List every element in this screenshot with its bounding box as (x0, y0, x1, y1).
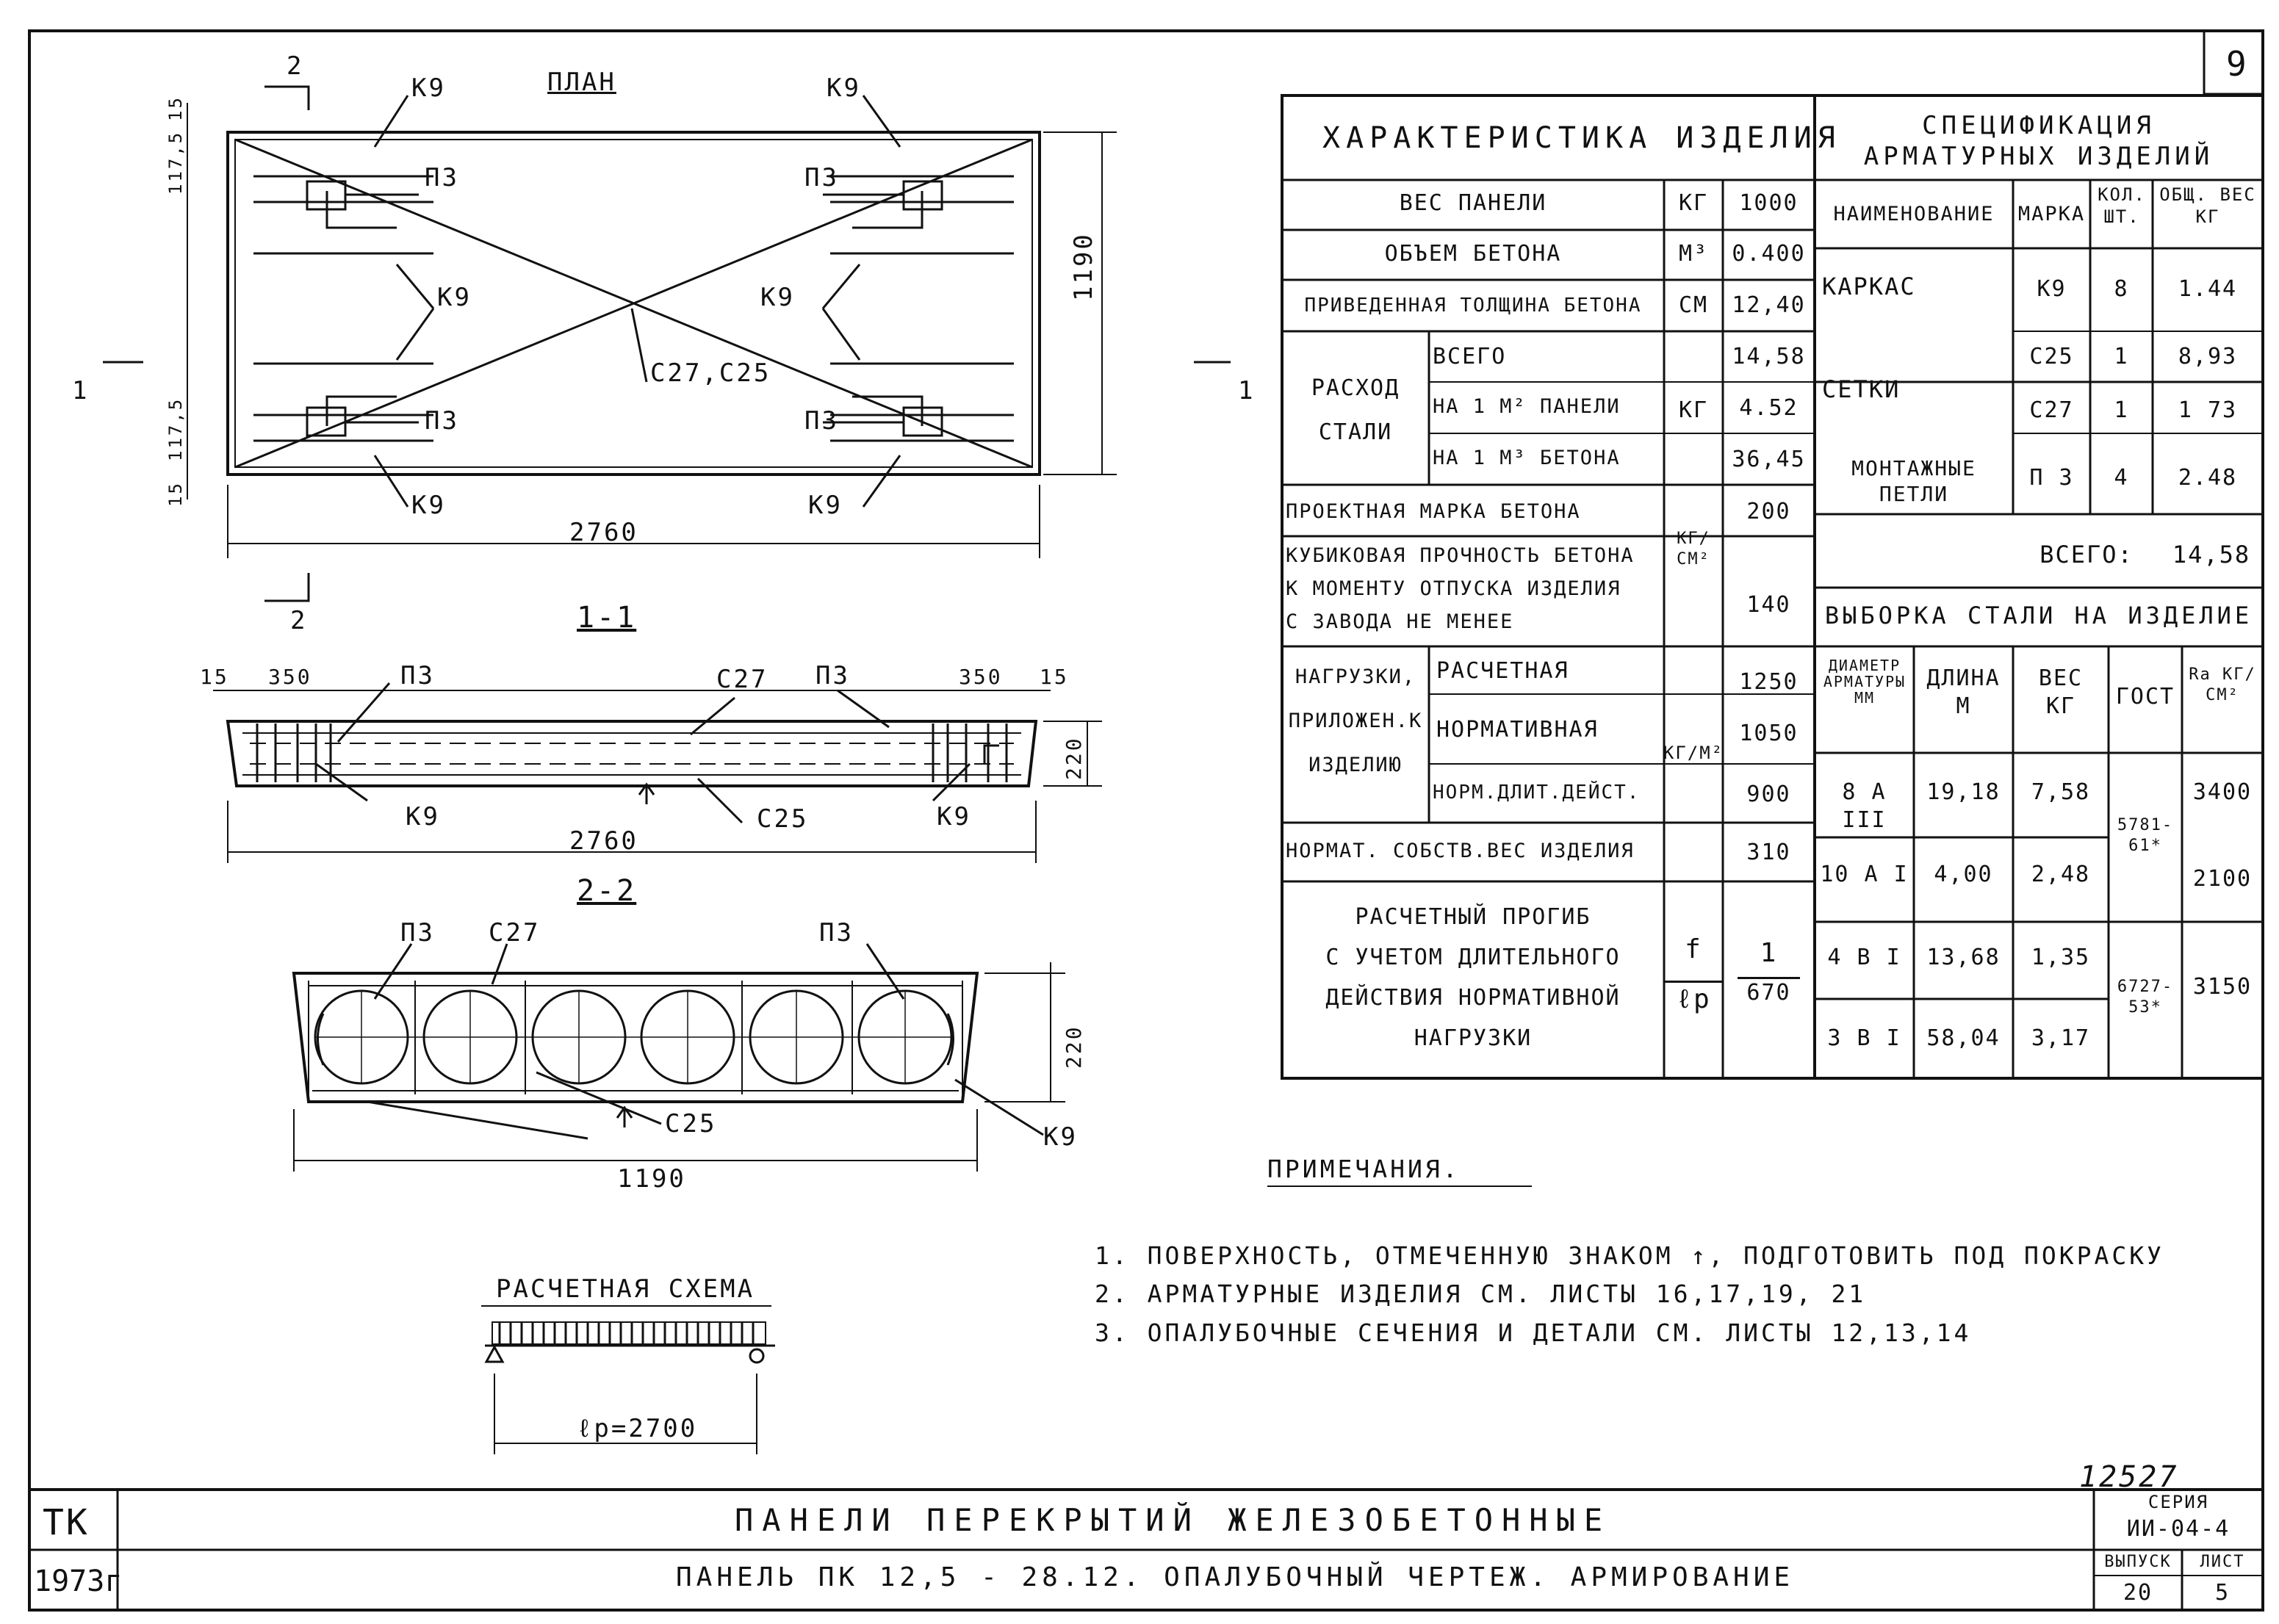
dim-plan-edge-top: 15 (165, 95, 186, 121)
sel-r1-weight: 7,58 (2031, 779, 2091, 805)
label-k9-bottom-right: К9 (808, 491, 843, 520)
grade-name: ПРОЕКТНАЯ МАРКА БЕТОНА (1286, 500, 1581, 523)
spec-total-value: 14,58 (2172, 541, 2251, 569)
spec-r4-mark: П 3 (2029, 465, 2074, 491)
sel-r3-ra: 3150 (2192, 974, 2253, 1000)
label-c27-c25: С27,С25 (650, 358, 771, 388)
s22-dim-height: 220 (1062, 1025, 1086, 1069)
org-code: ТК (43, 1502, 90, 1543)
spec-h-name: НАИМЕНОВАНИЕ (1833, 203, 1995, 225)
spec-r1-weight: 1.44 (2178, 276, 2238, 302)
loads-name-3: ИЗДЕЛИЮ (1308, 754, 1403, 776)
spec-r4-qty: 4 (2114, 465, 2129, 491)
dim-plan-edge-bottom: 15 (165, 481, 186, 507)
steel-per-m3-value: 36,45 (1732, 447, 1806, 472)
sel-r4-diameter: 3 В I (1827, 1025, 1901, 1051)
spec-r1-name: КАРКАС (1822, 273, 1916, 300)
sheet-number: 9 (2226, 44, 2249, 84)
sheet-value: 5 (2214, 1580, 2231, 1606)
section-2-2-title: 2-2 (577, 874, 637, 908)
dim-plan-117-bottom: 117,5 (165, 397, 186, 461)
sel-r3-diameter: 4 В I (1827, 945, 1901, 970)
s11-label-p3-left: П3 (400, 661, 435, 690)
year: 1973г (34, 1565, 123, 1598)
char-row-weight-name: ВЕС ПАНЕЛИ (1399, 190, 1547, 216)
sel-h-gost: ГОСТ (2115, 684, 2175, 710)
sel-r4-length: 58,04 (1926, 1025, 2001, 1051)
label-k9-top-right: К9 (827, 73, 861, 103)
char-row-thickness-unit: СМ (1678, 292, 1709, 318)
spec-title-2: АРМАТУРНЫХ ИЗДЕЛИЙ (1863, 142, 2214, 171)
dim-plan-117-top: 117,5 (165, 130, 186, 195)
char-row-volume-name: ОБЪЕМ БЕТОНА (1384, 241, 1562, 267)
section-1-1-title: 1-1 (577, 601, 637, 635)
load-calc-name: РАСЧЕТНАЯ (1436, 658, 1569, 684)
sel-h-ra: Ra КГ/СМ² (2189, 665, 2256, 704)
s11-label-k9-left: К9 (406, 802, 440, 831)
spec-r2-name: СЕТКИ (1822, 375, 1901, 403)
char-row-weight-value: 1000 (1739, 190, 1799, 216)
strength-line1: КУБИКОВАЯ ПРОЧНОСТЬ БЕТОНА (1286, 544, 1635, 567)
s22-label-p3-right: П3 (819, 918, 854, 948)
s11-label-k9-right: К9 (937, 802, 971, 831)
load-calc-value: 1250 (1739, 669, 1799, 695)
archive-number: 12527 (2079, 1460, 2179, 1494)
drawing-title: ПАНЕЛИ ПЕРЕКРЫТИЙ ЖЕЛЕЗОБЕТОННЫЕ (735, 1502, 1612, 1538)
s22-label-p3-left: П3 (400, 918, 435, 948)
spec-r3-mark: С27 (2029, 397, 2074, 423)
section-1-1 (213, 683, 1102, 863)
steel-total-value: 14,58 (1732, 344, 1806, 369)
label-k9-bottom-left: К9 (411, 491, 446, 520)
deflection-unit-bottom: ℓр (1664, 981, 1723, 1016)
steel-per-m2-name: НА 1 М² ПАНЕЛИ (1433, 395, 1621, 418)
spec-r4-weight: 2.48 (2178, 465, 2238, 491)
spec-r3-qty: 1 (2114, 397, 2129, 423)
spec-r4-name: МОНТАЖНЫЕ ПЕТЛИ (1851, 456, 1976, 506)
steel-name-2: СТАЛИ (1318, 419, 1393, 445)
sel-gost-2: 6727-53* (2117, 978, 2174, 1017)
s11-dim-loop-right: 350 (959, 665, 1003, 689)
steel-total-name: ВСЕГО (1433, 344, 1507, 369)
section-mark-left: 1 (72, 376, 90, 405)
sel-r2-ra: 2100 (2192, 866, 2253, 892)
note-2: 2. АРМАТУРНЫЕ ИЗДЕЛИЯ СМ. ЛИСТЫ 16,17,19, 21 (1095, 1280, 1867, 1308)
sel-r3-weight: 1,35 (2031, 945, 2091, 970)
label-p3-4: П3 (804, 406, 839, 436)
spec-title-1: СПЕЦИФИКАЦИЯ (1922, 111, 2156, 140)
deflection-value-top: 1 (1760, 938, 1778, 968)
label-k9-mid-right: К9 (760, 283, 795, 312)
sel-h-length: ДЛИНА М (1926, 665, 2001, 719)
spec-r3-weight: 1 73 (2178, 397, 2238, 423)
sel-h-weight: ВЕС КГ (2038, 665, 2084, 719)
char-row-volume-value: 0.400 (1732, 241, 1806, 267)
notes-title: ПРИМЕЧАНИЯ. (1267, 1155, 1461, 1183)
spec-r2-mark: С25 (2029, 344, 2074, 369)
strength-value: 140 (1746, 592, 1791, 618)
s11-dim-edge-right: 15 (1040, 665, 1069, 689)
char-row-thickness-value: 12,40 (1732, 292, 1806, 318)
sel-gost-1: 5781-61* (2117, 816, 2174, 855)
unit-kg-cm2: КГ/СМ² (1677, 530, 1710, 569)
label-p3-1: П3 (425, 163, 459, 192)
s11-label-c27: С27 (716, 665, 768, 694)
char-title: ХАРАКТЕРИСТИКА ИЗДЕЛИЯ (1322, 121, 1841, 155)
s22-label-c25: С25 (665, 1109, 717, 1138)
specification-table-lines (1815, 95, 2263, 1078)
sel-r4-weight: 3,17 (2031, 1025, 2091, 1051)
steel-per-m3-name: НА 1 М³ БЕТОНА (1433, 447, 1621, 469)
char-row-volume-unit: М³ (1678, 241, 1709, 267)
s11-dim-length: 2760 (569, 826, 638, 856)
steel-unit: КГ (1678, 397, 1709, 423)
loads-name-2: ПРИЛОЖЕН.К (1288, 710, 1423, 732)
series-label: СЕРИЯ (2147, 1492, 2209, 1512)
scheme-title: РАСЧЕТНАЯ СХЕМА (496, 1274, 755, 1304)
deflection-value-bottom: 670 (1738, 977, 1800, 1007)
label-k9-mid-left: К9 (437, 283, 472, 312)
loads-unit: КГ/М² (1663, 743, 1724, 763)
issue-value: 20 (2123, 1580, 2153, 1606)
load-norm-value: 1050 (1739, 721, 1799, 746)
load-norm-name: НОРМАТИВНАЯ (1436, 717, 1599, 743)
s22-label-k9: К9 (1043, 1122, 1078, 1152)
dim-plan-length: 2760 (569, 518, 638, 547)
steel-name-1: РАСХОД (1311, 375, 1400, 401)
spec-h-weight: ОБЩ. ВЕС КГ (2159, 184, 2256, 227)
plan-view (103, 87, 1231, 601)
char-row-weight-unit: КГ (1678, 190, 1709, 216)
s22-dim-width: 1190 (617, 1164, 686, 1194)
sel-r2-weight: 2,48 (2031, 862, 2091, 887)
spec-r1-mark: К9 (2037, 276, 2067, 302)
steel-per-m2-value: 4.52 (1739, 395, 1799, 421)
sel-h-diameter: ДИАМЕТР АРМАТУРЫ ММ (1823, 657, 1907, 707)
spec-h-qty: КОЛ. ШТ. (2098, 184, 2146, 227)
note-3: 3. ОПАЛУБОЧНЫЕ СЕЧЕНИЯ И ДЕТАЛИ СМ. ЛИСТЫ 12,13,14 (1095, 1318, 1972, 1347)
spec-r2-qty: 1 (2114, 344, 2129, 369)
spec-total-label: ВСЕГО: (2039, 541, 2134, 569)
own-weight-name: НОРМАТ. СОБСТВ.ВЕС ИЗДЕЛИЯ (1286, 840, 1635, 862)
deflection-line4: НАГРУЗКИ (1414, 1025, 1533, 1051)
strength-line2: К МОМЕНТУ ОТПУСКА ИЗДЕЛИЯ (1286, 577, 1621, 600)
label-p3-2: П3 (804, 163, 839, 192)
issue-label: ВЫПУСК (2104, 1553, 2172, 1571)
scheme-span: ℓр=2700 (577, 1414, 698, 1443)
dim-plan-width: 1190 (1069, 232, 1098, 301)
plan-title: ПЛАН (547, 68, 616, 97)
label-k9-top-left: К9 (411, 73, 446, 103)
sel-r1-diameter: 8 А III (1842, 779, 1887, 833)
series-value: ИИ-04-4 (2126, 1516, 2231, 1542)
grade-value: 200 (1746, 499, 1791, 524)
spec-r1-qty: 8 (2114, 276, 2129, 302)
load-long-value: 900 (1746, 782, 1791, 807)
selection-title: ВЫБОРКА СТАЛИ НА ИЗДЕЛИЕ (1824, 602, 2253, 629)
drawing-subtitle: ПАНЕЛЬ ПК 12,5 - 28.12. ОПАЛУБОЧНЫЙ ЧЕРТЕЖ. АРМИРОВАНИЕ (676, 1562, 1795, 1592)
sel-r1-ra: 3400 (2192, 779, 2253, 805)
section-mark-right: 1 (1238, 376, 1256, 405)
strength-line3: С ЗАВОДА НЕ МЕНЕЕ (1286, 610, 1514, 633)
sel-r1-length: 19,18 (1926, 779, 2001, 805)
s11-dim-height: 220 (1062, 736, 1086, 780)
section-mark-bottom: 2 (290, 606, 308, 635)
s11-label-p3-right: П3 (816, 661, 850, 690)
load-long-name: НОРМ.ДЛИТ.ДЕЙСТ. (1433, 782, 1641, 804)
s22-label-c27: С27 (489, 918, 541, 948)
deflection-line3: ДЕЙСТВИЯ НОРМАТИВНОЙ (1325, 985, 1621, 1011)
s11-dim-edge-left: 15 (200, 665, 229, 689)
own-weight-value: 310 (1746, 840, 1791, 865)
section-mark-top: 2 (287, 51, 304, 81)
sel-r2-diameter: 10 А I (1820, 862, 1909, 887)
note-1: 1. ПОВЕРХНОСТЬ, ОТМЕЧЕННУЮ ЗНАКОМ ↑, ПОДГОТОВИТЬ ПОД ПОКРАСКУ (1095, 1241, 2164, 1270)
spec-h-mark: МАРКА (2017, 203, 2086, 225)
char-row-thickness-name: ПРИВЕДЕННАЯ ТОЛЩИНА БЕТОНА (1304, 295, 1642, 317)
deflection-line2: С УЧЕТОМ ДЛИТЕЛЬНОГО (1325, 945, 1621, 970)
spec-r2-weight: 8,93 (2178, 344, 2238, 369)
sheet-label: ЛИСТ (2200, 1553, 2245, 1571)
loads-name-1: НАГРУЗКИ, (1295, 665, 1416, 688)
deflection-unit-top: f (1685, 934, 1702, 964)
s11-label-c25: С25 (757, 804, 809, 834)
deflection-line1: РАСЧЕТНЫЙ ПРОГИБ (1355, 904, 1591, 930)
sel-r2-length: 4,00 (1934, 862, 1993, 887)
sel-r3-length: 13,68 (1926, 945, 2001, 970)
label-p3-3: П3 (425, 406, 459, 436)
s11-dim-loop-left: 350 (268, 665, 312, 689)
